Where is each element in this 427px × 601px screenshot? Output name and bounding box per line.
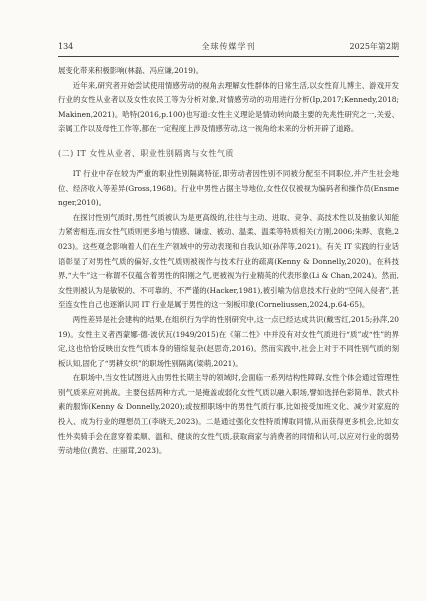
header-rule (58, 56, 399, 57)
paragraph: 展变化带来积极影响(林磊、冯应谦,2019)。 (58, 66, 204, 75)
paragraph: 近年来,研究者开始尝试使用情感劳动的视角去理解女性群体的日常生活,以女性育儿博主、游戏开发行业的女性从业者以及女性农民工等为分析对象,对情感劳动的功用进行分析(Ip,2017;Kennedy,2018;Makinen,2021)。哈特(2016,p.100)也写道:女性主义理论是情动转向最主要的先兆性研究之一,关爱、亲属工作以及母性工作等,都在一定程度上涉及情感劳动,这一视角给未来的分析开辟了道路。 (58, 80, 399, 134)
paragraph: 在职场中,当女性试图进入由男性长期主导的领域时,会面临一系列结构性障碍,女性个体会通过管理性别气质来应对挑战。主要包括两种方式,一是掩盖或弱化女性气质以融入职场,譬如选择色彩简单、款式朴素的服饰(Kenny & Donnelly,2020);或按照职场中的男性气质行事,比如接受加班文化、减少对家庭的投入、成为行业的理想员工(李晓天,2023)。二是通过强化女性特质博取同情,从而获得更多机会,比如女性外卖骑手会在意穿着柔顺、温和、健谈的女性气质,获取商家与消费者的同情和认可,以应对行业的弱势劳动地位(黄岩、庄丽茸,2023)。 (58, 373, 399, 456)
running-header (58, 40, 399, 54)
issue-label: 2025年第2期 (349, 42, 399, 51)
section-heading: (二) IT 女性从业者、职业性别隔离与女性气质 (58, 148, 234, 158)
journal-title: 全球传媒学刊 (201, 42, 256, 51)
page-number: 134 (58, 42, 74, 51)
article-body (58, 64, 399, 459)
paragraph: 两性差异是社会建构的结果,在组织行为学的性别研究中,这一点已经达成共识(戴雪红,2015;孙萍,2019)。女性主义者西蒙娜·德·波伏瓦(1949/2015)在《第二性》中并没有对女性气质进行“质”或“性”的界定,这也恰恰反映出女性气质本身的错综复杂(赵思奇,2016)。然而实践中,社会上对于不同性别气质的刻板认知,固化了“男耕女织”的职场性别隔离(梁萌,2021)。 (58, 314, 399, 368)
paragraph: 在探讨性别气质时,男性气质被认为是更高级的,往往与主动、进取、竞争、高技术性以及抽象认知能力紧密相连,而女性气质则更多地与情感、谦虚、被动、温柔、温柔等特质相关(方刚,2006;朱晔、袁艳,2023)。这些观念影响着人们在生产领域中的劳动表现和自我认知(孙萍等,2021)。有关 IT 实践的行业话语彰显了对男性气质的偏好,女性气质则被视作与技术行业的疏离(Kenny & Donnelly,2020)。在科技界,“大牛”这一称谓不仅蕴含着男性的阳刚之气,更被视为行业精英的代表形象(Li & Chan,2024)。然而,女性则被认为是敏锐的、不可靠的、不严谨的(Hacker,1981),被引喻为信息技术行业的“空间入侵者”,甚至连女性自己也逐渐认同 IT 行业是属于男性的这一刻板印象(Corneliussen,2024,p.64-65)。 (58, 212, 399, 310)
paragraph: IT 行业中存在较为严重的职业性别隔离特征,即劳动者因性别不同被分配至不同职位,并产生社会地位、经济收入等差异(Gross,1968)。行业中男性占据主导地位,女性仅仅被视为编码者和操作员(Ensmenger,2010)。 (58, 168, 399, 208)
